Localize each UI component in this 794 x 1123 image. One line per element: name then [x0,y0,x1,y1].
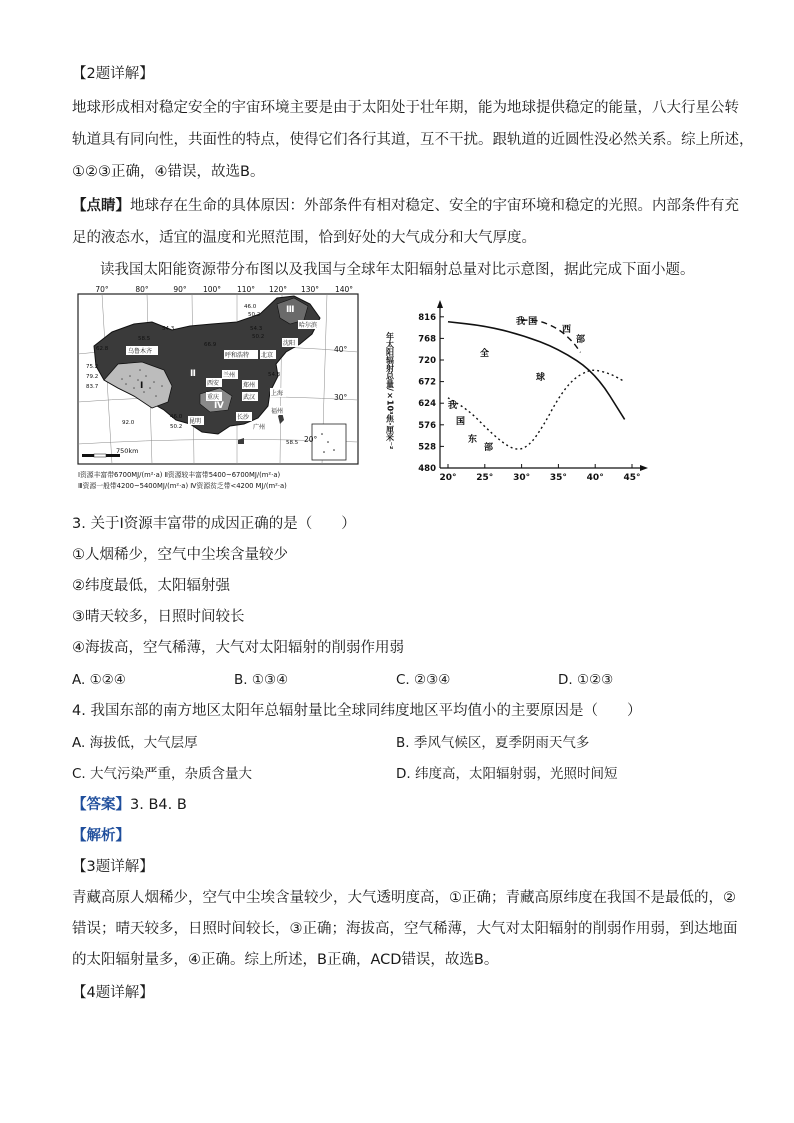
section2-line-2: 轨道具有同向性，共面性的特点，使得它们各行其道，互不干扰。跟轨道的近圆性没必然关系。综上所述， [72,132,754,148]
zone-label: Ⅰ [140,381,144,391]
analysis-label: 【解析】 [72,828,130,844]
q4-option-d[interactable]: D. 纬度高，太阳辐射弱，光照时间短 [396,766,618,782]
x-tick-label: 30° [513,473,531,483]
y-tick-label: 480 [418,464,436,474]
city-label: 乌鲁木齐 [128,348,153,355]
city-label: 武汉 [243,394,256,401]
section2-line-1: 地球形成相对稳定安全的宇宙环境主要是由于太阳处于壮年期，能为地球提供稳定的能量，八大行星公转 [72,100,739,116]
city-label: 广州 [253,424,266,431]
y-axis-arrow [437,300,443,308]
q3-item-3: ③晴天较多，日照时间较长 [72,609,245,625]
city-label: 北京 [261,352,274,359]
series-label-west-1: 我 国 [516,317,538,327]
map-legend-line-1: Ⅰ资源丰富带6700MJ/(m²·a) Ⅱ资源较丰富带5400~6700MJ/(m²·a) [78,471,281,479]
answer-text: 3. B4. B [130,797,187,813]
lon-label: 70° [95,285,109,294]
isoline-value: 75.2 [86,364,99,370]
comment-line-1 [72,196,739,216]
zone-label: Ⅲ [286,305,295,315]
x-tick-label: 45° [623,473,641,483]
comment-line-2: 足的液态水，适宜的温度和光照范围，恰到好处的大气成分和大气厚度。 [72,230,536,246]
lon-label: 120° [268,285,288,294]
q3-item-4: ④海拔高，空气稀薄，大气对太阳辐射的削弱作用弱 [72,640,404,656]
isoline-value: 50.2 [252,334,265,340]
x-axis-arrow [640,465,648,471]
q3-option-b[interactable]: B. ①③④ [234,672,289,688]
isoline-value: 54.3 [268,372,281,378]
q3-item-2: ②纬度最低，太阳辐射强 [72,578,230,594]
city-label: 哈尔滨 [299,322,318,329]
city-label: 昆明 [189,418,202,425]
y-tick-label: 720 [418,356,436,366]
radiation-comparison-chart [376,296,656,488]
lat-label: 30° [334,393,348,402]
series-label-west-3: 部 [576,335,586,345]
section2-heading: 【2题详解】 [72,66,154,82]
y-tick-label: 624 [418,399,436,410]
y-tick-label: 768 [418,334,436,345]
isoline-value: 46.0 [170,414,183,420]
section3-line-3: 的太阳辐射量多，④正确。综上所述，B正确，ACD错误，故选B。 [72,952,499,968]
lat-label: 20° [304,435,318,444]
lon-label: 110° [236,285,256,294]
isoline-value: 58.5 [138,336,151,342]
y-tick-label: 576 [418,420,436,431]
y-tick-label: 528 [418,442,436,453]
zone-label: Ⅱ [190,369,196,379]
zone-label: Ⅳ [214,401,224,411]
section3-heading: 【3题详解】 [72,859,154,875]
series-label-east-4: 部 [484,443,494,453]
series-label-east-2: 国 [456,417,466,427]
isoline-value: 83.7 [86,384,99,390]
isoline-value: 54.3 [162,326,175,332]
city-label: 兰州 [223,372,236,379]
x-tick-label: 25° [476,473,494,483]
section3-line-1: 青藏高原人烟稀少，空气中尘埃含量较少，大气透明度高，①正确；青藏高原纬度在我国不是最低的，② [72,890,736,906]
lon-label: 90° [173,285,187,294]
comment-label: 【点睛】 [72,198,130,214]
q3-option-a[interactable]: A. ①②④ [72,672,126,688]
x-tick-label: 35° [549,473,567,483]
q4-option-a[interactable]: A. 海拔低，大气层厚 [72,735,198,751]
answer-line [72,795,187,815]
city-label: 呼和浩特 [225,352,250,359]
city-label: 西安 [207,380,220,387]
section4-heading: 【4题详解】 [72,985,154,1001]
q3-stem: 3. 关于Ⅰ资源丰富带的成因正确的是（ ） [72,516,356,532]
x-tick-label: 20° [439,473,457,483]
city-label: 长沙 [237,414,250,421]
q3-option-c[interactable]: C. ②③④ [396,672,451,688]
lon-label: 140° [334,285,354,294]
series-label-global-1: 全 [480,349,490,359]
scale-label: 750km [116,447,139,455]
y-tick-label: 816 [418,312,436,323]
lon-label: 80° [135,285,149,294]
q4-option-c[interactable]: C. 大气污染严重，杂质含量大 [72,766,253,782]
q4-stem: 4. 我国东部的南方地区太阳年总辐射量比全球同纬度地区平均值小的主要原因是（ ） [72,703,642,719]
y-tick-label: 672 [418,377,436,388]
chart-ylabel: 年太阳辐射总量/×10³焦·厘米⁻² [385,332,395,450]
city-label: 沈阳 [283,340,296,347]
section2-line-3: ①②③正确，④错误，故选B。 [72,164,265,180]
isoline-value: 92.0 [122,420,135,426]
isoline-value: 62.8 [96,346,109,352]
x-tick-label: 40° [586,473,604,483]
isoline-value: 54.3 [250,326,263,332]
city-label: 郑州 [243,382,256,389]
isoline-value: 50.2 [248,312,261,318]
q3-option-d[interactable]: D. ①②③ [558,672,614,688]
map-legend-line-2: Ⅲ资源一般带4200~5400MJ/(m²·a) Ⅳ资源贫乏带<4200 MJ/(m²·a) [78,482,287,490]
isoline-value: 58.5 [286,440,299,446]
china-solar-resource-map [72,284,362,492]
city-label: 重庆 [207,394,220,401]
lat-label: 40° [334,345,348,354]
lon-label: 130° [300,285,320,294]
series-label-west-2: 西 [562,325,572,335]
isoline-value: 66.9 [204,342,217,348]
isoline-value: 79.2 [86,374,99,380]
comment-text-1: 地球存在生命的具体原因：外部条件有相对稳定、安全的宇宙环境和稳定的光照。内部条件有充 [130,198,739,214]
isoline-value: 46.0 [244,304,257,310]
series-label-east-3: 东 [468,435,478,445]
lon-label: 100° [202,285,222,294]
answer-label: 【答案】 [72,797,130,813]
isoline-value: 50.2 [170,424,183,430]
city-label: 福州 [271,408,284,415]
q4-option-b[interactable]: B. 季风气候区，夏季阴雨天气多 [396,735,590,751]
intro-text: 读我国太阳能资源带分布图以及我国与全球年太阳辐射总量对比示意图，据此完成下面小题。 [100,262,695,278]
section3-line-2: 错误；晴天较多，日照时间较长，③正确；海拔高，空气稀薄，大气对太阳辐射的削弱作用弱，到达地面 [72,921,738,937]
q3-item-1: ①人烟稀少，空气中尘埃含量较少 [72,547,288,563]
series-label-global-2: 球 [536,373,546,383]
series-label-east-1: 我 [448,401,458,411]
city-label: 上海 [271,390,284,397]
